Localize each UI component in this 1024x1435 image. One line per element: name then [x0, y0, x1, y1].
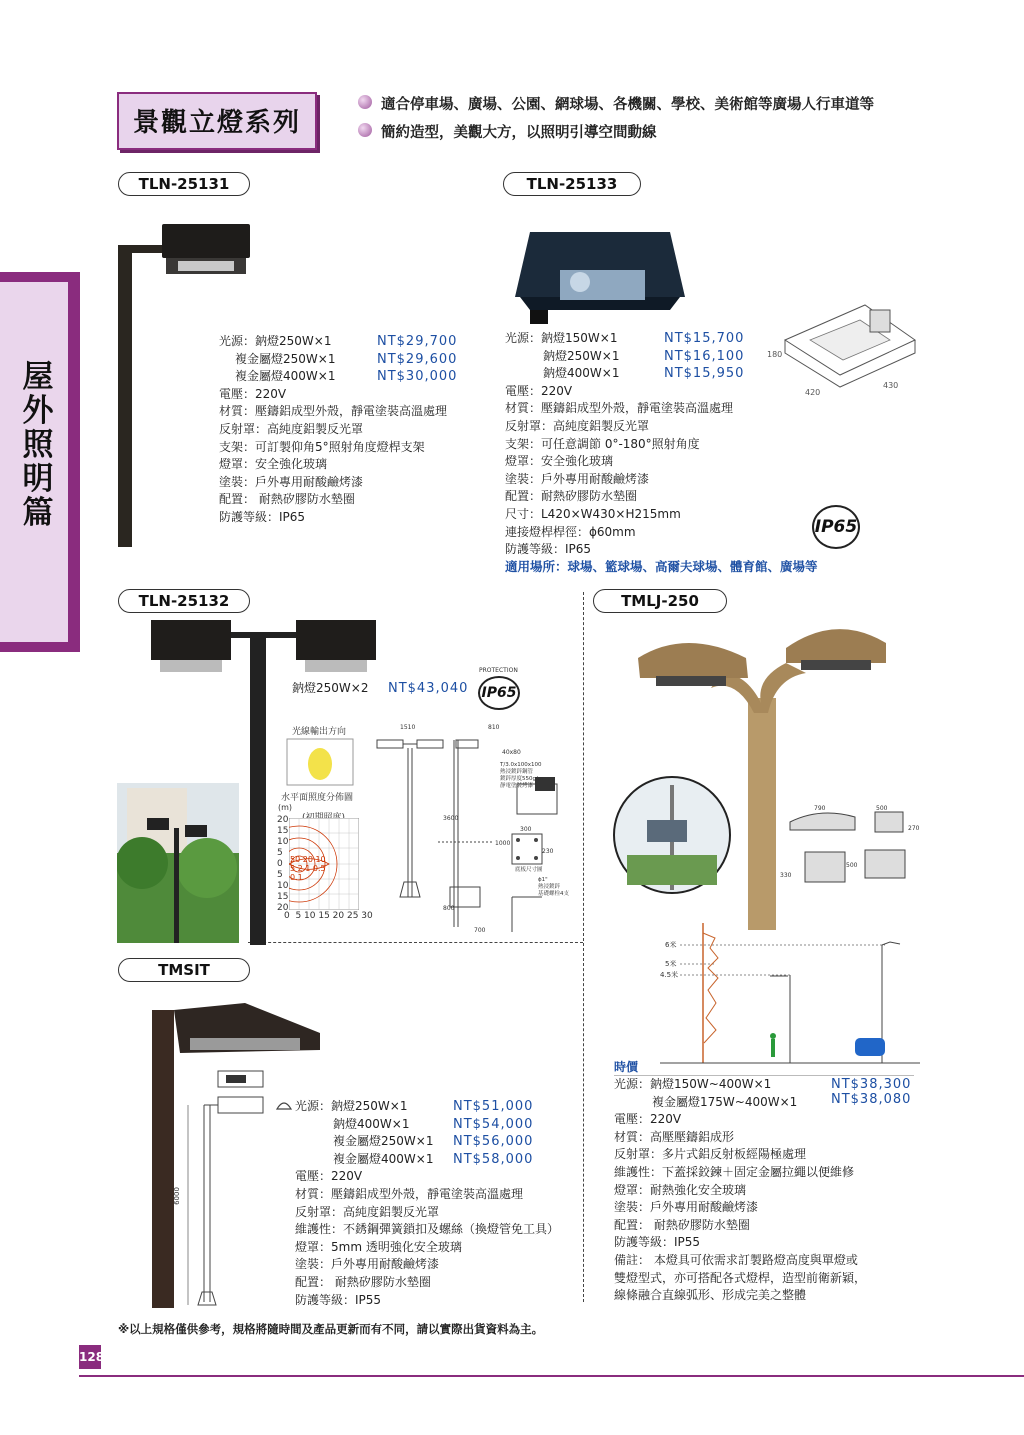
ip-caption: PROTECTION — [479, 667, 518, 674]
spec-line: 複金屬燈250W×1 — [333, 1134, 434, 1149]
price: NT$16,100 — [664, 348, 745, 364]
spec-line: 複金屬燈400W×1 — [235, 369, 336, 384]
series-title: 景觀立燈系列 — [132, 108, 301, 138]
header-bullet-1: 適合停車場、廣場、公園、網球場、各機關、學校、美術館等廣場人行車道等 — [381, 97, 874, 113]
spec-line: 複金屬燈400W×1 — [333, 1151, 434, 1166]
light-direction-label: 光線輸出方向 — [292, 727, 347, 737]
tmsit-pole-drawing — [180, 1067, 280, 1312]
tick: 0 — [277, 859, 283, 869]
unit-label: (m) — [278, 803, 293, 812]
spec-line: 塗裝：戶外專用耐酸鹼烤漆 — [505, 471, 650, 486]
spec-line: 燈罩：耐熱強化安全玻璃 — [614, 1182, 747, 1197]
side-tab-label: 屋外照明篇 — [22, 359, 54, 531]
model-tmsit: TMSIT — [118, 958, 250, 982]
model-tln25131: TLN-25131 — [118, 172, 250, 196]
model-tln25132: TLN-25132 — [118, 589, 250, 613]
footnote: ※以上規格僅供參考，規格將隨時間及產品更新而有不同，請以實際出貨資料為主。 — [118, 1322, 544, 1336]
dim-label: 3600 — [443, 815, 459, 822]
dim-label: 300 — [520, 826, 532, 833]
price: NT$38,080 — [831, 1092, 912, 1107]
dim-label: 790 — [814, 805, 826, 812]
pole-notes — [500, 762, 570, 790]
tln25132-installation-photo — [117, 783, 239, 943]
tick: 20 — [277, 815, 289, 825]
price: NT$56,000 — [453, 1134, 534, 1150]
iso-value: 50 — [290, 855, 301, 864]
tick: 5 — [277, 848, 283, 858]
dim-label: 420 — [805, 388, 821, 395]
price: NT$58,000 — [453, 1151, 534, 1167]
spec-line: 材質：壓鑄鋁成型外殼，靜電塗裝高溫處理 — [505, 401, 734, 416]
y-tick-list — [277, 815, 289, 914]
dim-label: 700 — [474, 927, 486, 934]
tick: 15 — [277, 826, 289, 836]
spec-line: 防護等級：IP65 — [505, 542, 592, 557]
note: ϕ1" — [538, 877, 548, 883]
spec-line: 塗裝：戶外專用耐酸鹼烤漆 — [295, 1257, 440, 1272]
spec-line: 電壓：220V — [219, 386, 287, 401]
spec-line: 電壓：220V — [614, 1112, 682, 1127]
tick: 20 — [277, 903, 289, 913]
pole-height-label: 6000 — [172, 1187, 181, 1205]
spec-line: 防護等級：IP65 — [219, 510, 306, 524]
dim-label: 330 — [780, 872, 792, 879]
tln25132-price-label: 鈉燈250W×2 — [292, 681, 369, 695]
dim-label: 1510 — [400, 724, 416, 731]
dim-label: 430 — [883, 381, 899, 390]
dim-label: 180 — [767, 350, 783, 359]
spec-line: 尺寸：L420×W430×H215mm — [505, 507, 681, 521]
dim-label: 230 — [542, 848, 554, 855]
price: NT$38,300 — [831, 1077, 912, 1092]
dim-label: 40x80 — [502, 749, 521, 756]
dim-label: 270 — [908, 825, 920, 832]
model-tmlj250: TMLJ-250 — [593, 589, 727, 613]
dim-label: 500 — [876, 805, 888, 812]
spec-line: 材質：壓鑄鋁成型外殼，靜電塗裝高溫處理 — [295, 1187, 524, 1201]
height-label: 4.5米 — [660, 971, 679, 979]
tln25132-price: NT$43,040 — [388, 681, 469, 696]
spec-line: 配置： 耐熱矽膠防水墊圈 — [614, 1217, 750, 1232]
bullet-icon — [358, 123, 372, 137]
height-label: 6米 — [665, 941, 677, 949]
iso-value: 5 — [290, 864, 296, 873]
spec-line: 反射罩：高純度鋁製反光罩 — [295, 1204, 440, 1219]
spec-line: 配置： 耐熱矽膠防水墊圈 — [295, 1275, 431, 1289]
price: NT$29,600 — [377, 351, 458, 367]
spec-line: 備註： 本燈具可依需求訂製路燈高度與單燈或 — [614, 1253, 858, 1267]
tmlj250-dimension-drawing — [780, 802, 920, 887]
dim-label: 500 — [846, 862, 858, 869]
tick: 10 — [277, 881, 289, 891]
tln25132-pole-drawing — [372, 722, 577, 937]
note: 熱浸鍍鋅 — [538, 884, 561, 890]
bullet-icon — [358, 95, 372, 109]
spec-line: 塗裝：戶外專用耐酸鹼烤漆 — [614, 1200, 759, 1215]
spec-line: 反射罩：高純度鋁製反光罩 — [219, 422, 364, 436]
dim-label: 810 — [488, 724, 500, 731]
spec-line: 燈罩：安全強化玻璃 — [505, 454, 614, 469]
spec-line: 材質：壓鑄鋁成型外殼，靜電塗裝高溫處理 — [219, 404, 448, 419]
spec-line: 配置： 耐熱矽膠防水墊圈 — [219, 492, 355, 507]
column-divider — [583, 592, 584, 1302]
ip65-badge-icon: IP65 — [812, 505, 860, 549]
spec-line: 塗裝：戶外專用耐酸鹼烤漆 — [219, 474, 364, 489]
spec-line: 複金屬燈175W~400W×1 — [652, 1094, 798, 1109]
side-tab — [0, 272, 80, 652]
tmlj250-height-comparison — [660, 918, 920, 1068]
spec-line: 電壓：220V — [295, 1169, 363, 1184]
iso-value: 2 — [297, 864, 303, 873]
series-title-box — [117, 92, 317, 150]
iso-value: 1 — [305, 864, 311, 873]
model-tln25133: TLN-25133 — [503, 172, 641, 196]
spec-line: 材質：高壓壓鑄鋁成形 — [614, 1129, 735, 1144]
price-heading: 時價 — [614, 1060, 639, 1074]
ip65-badge-icon: IP65 — [478, 676, 520, 710]
iso-value: 0.5 — [312, 864, 326, 873]
tick: 5 — [277, 870, 283, 880]
price: NT$30,000 — [377, 369, 458, 385]
spec-line: 反射罩：高純度鋁製反光罩 — [505, 419, 650, 433]
spec-line: 鈉燈400W×1 — [543, 366, 620, 381]
tmlj250-installation-photo — [612, 775, 732, 895]
spec-line: 光源：鈉燈250W×1 — [219, 334, 332, 348]
tick: 15 — [277, 892, 289, 902]
note: 熱浸鍍鋅鋼管 — [500, 769, 534, 775]
spec-line: 反射罩：多片式鋁反射板經陽極處理 — [614, 1147, 807, 1162]
dim-label: 1000 — [495, 840, 511, 847]
note: 底板尺寸圖 — [515, 867, 543, 873]
applicable-places: 適用場所：球場、籃球場、高爾夫球場、體育館、廣場等 — [505, 559, 818, 574]
note: 靜電塗裝烤漆 — [500, 783, 534, 789]
spec-line: 支架：可訂製仰角5°照射角度燈桿支架 — [219, 439, 425, 454]
tln25133-lamp-image — [510, 212, 690, 327]
spec-line: 配置：耐熱矽膠防水墊圈 — [505, 489, 638, 504]
isolux-values — [290, 855, 330, 882]
spec-line: 維護性：下蓋採鉸鍊＋固定金屬拉繩以便維修 — [614, 1165, 855, 1179]
tick: 10 — [277, 837, 289, 847]
iso-value: 20 — [302, 855, 313, 864]
note: 基礎螺栓4支 — [538, 891, 569, 897]
dim-label: 800 — [443, 905, 455, 912]
spec-line: 線條融合直線弧形、形成完美之整體 — [614, 1288, 807, 1303]
iso-value: 0.1 — [290, 873, 303, 882]
price: NT$15,950 — [664, 366, 745, 382]
spec-line: 燈罩：安全強化玻璃 — [219, 457, 328, 472]
lamp-shade-icon — [276, 1099, 292, 1111]
spec-line: 燈罩：5mm 透明強化安全玻璃 — [295, 1239, 462, 1254]
note: 鍍鋅厚度550g/m — [500, 776, 544, 782]
header-bullet-2: 簡約造型，美觀大方，以照明引導空間動線 — [381, 125, 657, 141]
spec-line: 光源：鈉燈250W×1 — [295, 1099, 408, 1113]
spec-line: 鈉燈400W×1 — [333, 1116, 410, 1131]
spec-line: 防護等級：IP55 — [614, 1235, 701, 1250]
price: NT$29,700 — [377, 334, 458, 349]
spec-line: 電壓：220V — [505, 383, 573, 398]
price: NT$54,000 — [453, 1116, 534, 1132]
spec-line: 維護性：不銹鋼彈簧鎖扣及螺絲（換燈管免工具） — [295, 1222, 560, 1237]
spec-line: 複金屬燈250W×1 — [235, 351, 336, 366]
bottom-rule — [79, 1375, 1024, 1377]
spec-line: 連接燈桿桿徑：ϕ60mm — [505, 524, 636, 539]
note: T/3.0x100x100 — [500, 762, 542, 768]
iso-value: 10 — [315, 855, 326, 864]
spec-line: 光源：鈉燈150W×1 — [505, 331, 618, 345]
spec-line: 光源：鈉燈150W~400W×1 — [614, 1077, 772, 1091]
price: NT$15,700 — [664, 331, 745, 346]
spec-line: 支架：可任意調節 0°-180°照射角度 — [505, 436, 700, 451]
illuminance-chart-title: 水平面照度分佈圖 — [281, 793, 354, 803]
spec-line: 雙燈型式，亦可搭配各式燈桿，造型前衛新穎， — [614, 1270, 867, 1285]
page-number: 128 — [79, 1345, 101, 1369]
height-label: 5米 — [665, 960, 677, 968]
x-tick-list: 0 5 10 15 20 25 30 — [284, 911, 373, 921]
spec-line: 防護等級：IP55 — [295, 1292, 382, 1307]
spec-line: 鈉燈250W×1 — [543, 348, 620, 363]
price: NT$51,000 — [453, 1099, 534, 1114]
tln25133-dimension-drawing — [765, 295, 925, 395]
light-output-diagram — [286, 738, 354, 786]
anchor-notes — [538, 877, 578, 898]
